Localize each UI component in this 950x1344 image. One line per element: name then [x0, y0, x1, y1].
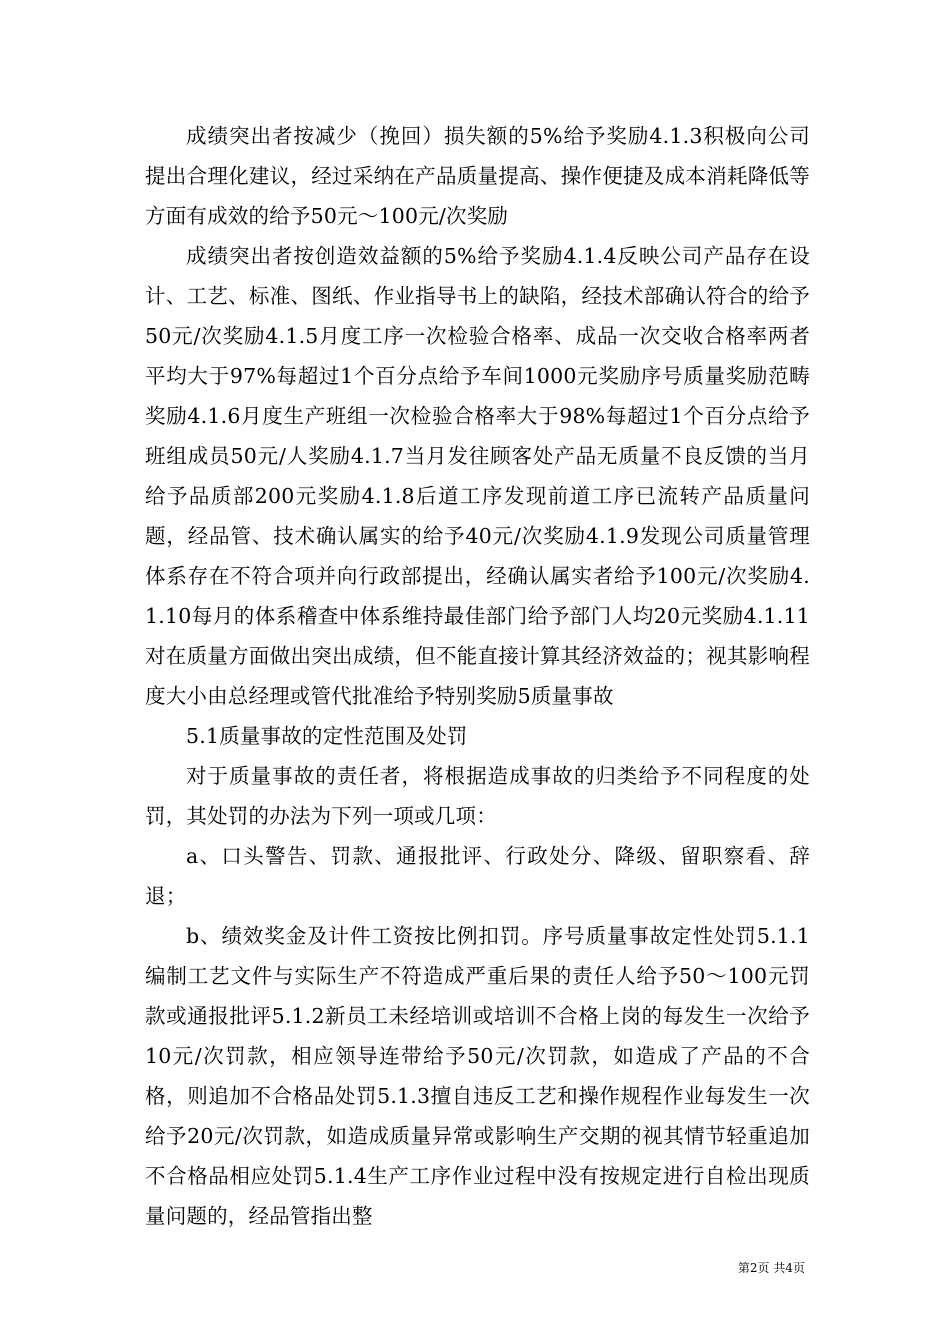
- paragraph-3: 5.1质量事故的定性范围及处罚: [186, 724, 468, 748]
- paragraph-1: 成绩突出者按减少（挽回）损失额的5%给予奖励4.1.3积极向公司提出合理化建议，经过采纳在产品质量提高、操作便捷及成本消耗降低等方面有成效的给予50元～100元/次奖励: [145, 124, 810, 228]
- page-number: 第2页 共4页: [737, 1261, 805, 1275]
- paragraph-2: 成绩突出者按创造效益额的5%给予奖励4.1.4反映公司产品存在设计、工艺、标准、图纸、作业指导书上的缺陷，经技术部确认符合的给予50元/次奖励4.1.5月度工序一次检验合格率、成品一次交收合格率两者平均大于97%每超过1个百分点给予车间1000元奖励序号质量奖励范畴奖励4.1.6月度生产班组一次检验合格率大于98%每超过1个百分点给予班组成员50元/人奖励4.1.7当月发往顾客处产品无质量不良反馈的当月给予品质部200元奖励4.1.8后道工序发现前道工序已流转产品质量问题，经品管、技术确认属实的给予40元/次奖励4.1.9发现公司质量管理体系存在不符合项并向行政部提出，经确认属实者给予100元/次奖励4.1.10每月的体系稽查中体系维持最佳部门给予部门人均20元奖励4.1.11对在质量方面做出突出成绩，但不能直接计算其经济效益的；视其影响程度大小由总经理或管代批准给予特别奖励5质量事故: [145, 244, 810, 708]
- paragraph-4: 对于质量事故的责任者，将根据造成事故的归类给予不同程度的处罚，其处罚的办法为下列一项或几项：: [145, 764, 810, 828]
- document-body: [145, 116, 810, 1236]
- paragraph-5: a、口头警告、罚款、通报批评、行政处分、降级、留职察看、辞退；: [145, 844, 810, 908]
- paragraph-6: b、绩效奖金及计件工资按比例扣罚。序号质量事故定性处罚5.1.1编制工艺文件与实际生产不符造成严重后果的责任人给予50～100元罚款或通报批评5.1.2新员工未经培训或培训不合格上岗的每发生一次给予10元/次罚款，相应领导连带给予50元/次罚款，如造成了产品的不合格，则追加不合格品处罚5.1.3擅自违反工艺和操作规程作业每发生一次给予20元/次罚款，如造成质量异常或影响生产交期的视其情节轻重追加不合格品相应处罚5.1.4生产工序作业过程中没有按规定进行自检出现质量问题的，经品管指出整: [145, 924, 810, 1228]
